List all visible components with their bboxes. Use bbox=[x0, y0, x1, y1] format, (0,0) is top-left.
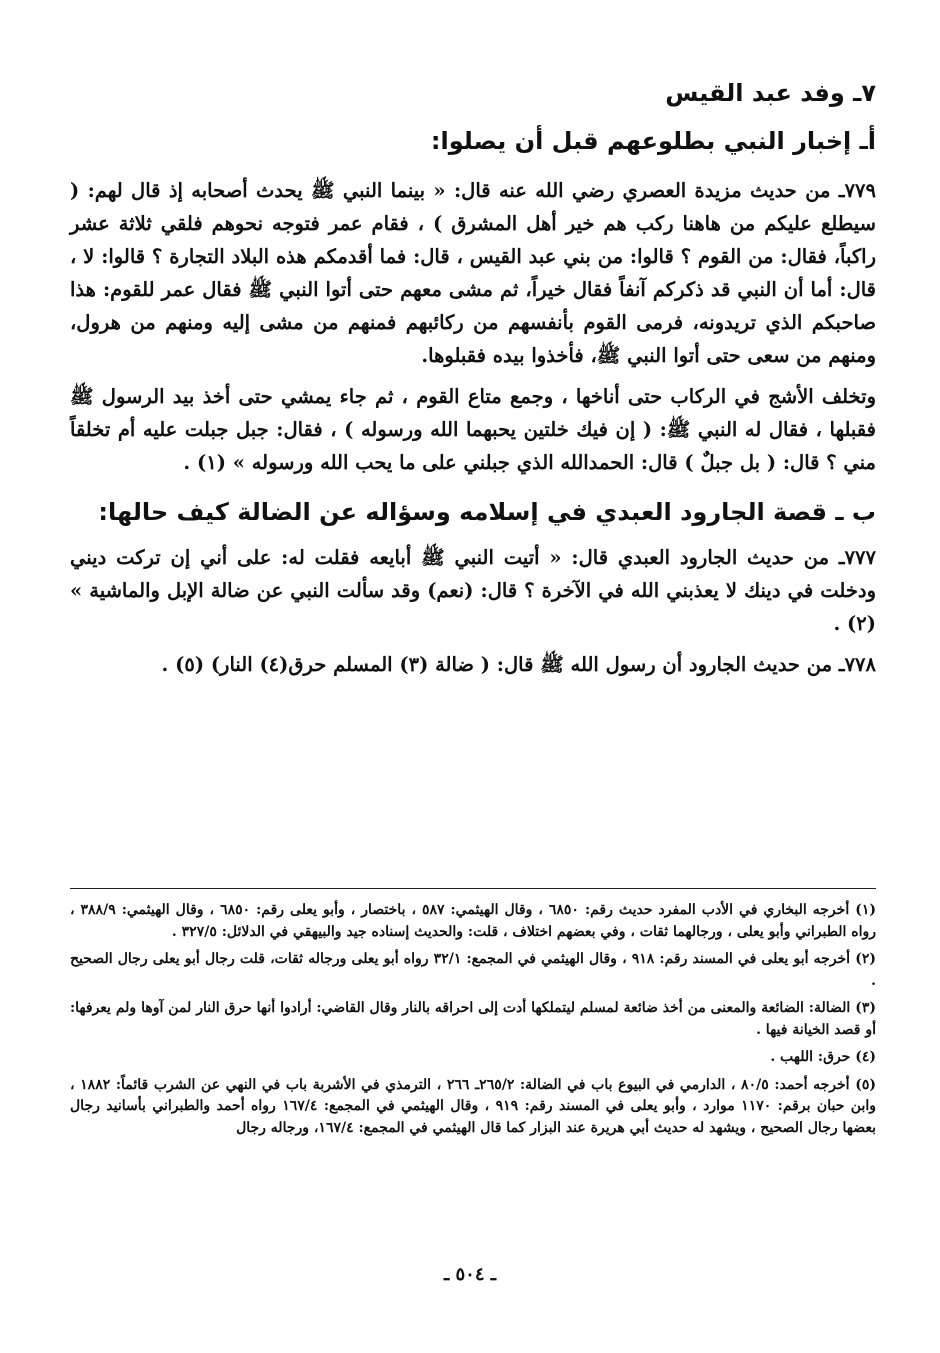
footnote-3: (٣) الضالة: الضائعة والمعنى من أخذ ضائعة لمسلم ليتملكها أدت إلى احراقه بالنار وقال القاضي: أرادوا أنها حرق النار لمن آوها ولم يعرفها: أو قصد الخيانة فيها . bbox=[70, 1000, 876, 1038]
hadith-779-paragraph: ٧٧٩ـ من حديث مزيدة العصري رضي الله عنه قال: « بينما النبي ﷺ يحدث أصحابه إذ قال لهم: ( سيطلع عليكم من هاهنا ركب هم خير أهل المشرق ) ، فقام عمر فتوجه نحوهم فلقي ثلاثة عشر راكباً، فقال: من القوم ؟ قالوا: من بني عبد القيس ، قال: فما أقدمكم هذه البلاد التجارة ؟ قالوا: لا ، قال: أما أن النبي قد ذكركم آنفاً فقال خيراً، ثم مشى معهم حتى أتوا النبي ﷺ فقال عمر للقوم: هذا صاحبكم الذي تريدونه، فرمى القوم بأنفسهم من ركائبهم فمنهم من مشى إليه ومنهم من هرول، ومنهم من سعى حتى أتوا النبي ﷺ، فأخذوا بيده فقبلوها. bbox=[70, 179, 876, 367]
main-text bbox=[70, 70, 876, 689]
hadith-778-paragraph: ٧٧٨ـ من حديث الجارود أن رسول الله ﷺ قال: ( ضالة (٣) المسلم حرق(٤) النار) (٥) . bbox=[161, 653, 876, 676]
footnote-4: (٤) حرق: اللهب . bbox=[770, 1049, 876, 1065]
footnote-2: (٢) أخرجه أبو يعلى في المسند رقم: ٩١٨ ، وقال الهيثمي في المجمع: ٣٢/١ رواه أبو يعلى ورجاله ثقات، قلت رجال أبو يعلى رجال الصحيح . bbox=[70, 951, 876, 989]
section-b-title: ب ـ قصة الجارود العبدي في إسلامه وسؤاله عن الضالة كيف حالها: bbox=[98, 498, 876, 526]
footnotes bbox=[70, 900, 876, 1145]
page-number: ـ ٥٠٤ ـ bbox=[443, 1264, 497, 1285]
footnote-1: (١) أخرجه البخاري في الأدب المفرد حديث رقم: ٦٨٥٠ ، وقال الهيثمي: ٥٨٧ ، باختصار ، وأبو يعلى رقم: ٦٨٥٠ ، وقال الهيثمي: ٣٨٨/٩ ، رواه الطبراني وأبو يعلى ، ورجالهما ثقات ، وفي بعضهم اختلاف ، قلت: والحديث إسناده جيد والبيهقي في الدلائل: ٣٢٧/٥ . bbox=[70, 902, 876, 940]
section-a-title: أـ إخبار النبي بطلوعهم قبل أن يصلوا: bbox=[430, 127, 876, 155]
chapter-heading: ٧ـ وفد عبد القيس bbox=[665, 79, 876, 107]
footnote-5: (٥) أخرجه أحمد: ٨٠/٥ ، الدارمي في البيوع باب في الضالة: ٢٦٥/٢ـ ٢٦٦ ، الترمذي في الأشربة باب في النهي عن الشرب قائماً: ١٨٨٢ ، وابن حبان برقم: ١١٧٠ موارد ، وأبو يعلى في المسند رقم: ٩١٩ ، وقال الهيثمي في المجمع: ١٦٧/٤ رواه أحمد والطبراني بأسانيد رجال بعضها رجال الصحيح ، ويشهد له حديث أبي هريرة عند البزار كما قال الهيثمي في المجمع: ١٦٧/٤، ورجاله رجال bbox=[70, 1076, 876, 1136]
hadith-779-continuation: وتخلف الأشج في الركاب حتى أناخها ، وجمع متاع القوم ، ثم جاء يمشي حتى أخذ بيد الرسول ﷺ فقبلها ، فقال له النبي ﷺ: ( إن فيك خلتين يحبهما الله ورسوله ) ، فقال: جبل جبلت عليه أم تخلقاً مني ؟ قال: ( بل جبلٌ ) قال: الحمدالله الذي جبلني على ما يحب الله ورسوله » (١) . bbox=[70, 385, 876, 474]
footnote-divider bbox=[70, 888, 876, 889]
hadith-777-paragraph: ٧٧٧ـ من حديث الجارود العبدي قال: « أتيت النبي ﷺ أبايعه فقلت له: على أني إن تركت ديني ودخلت في دينك لا يعذبني الله في الآخرة ؟ قال: (نعم) وقد سألت النبي عن ضالة الإبل والماشية » (٢) . bbox=[70, 546, 876, 635]
